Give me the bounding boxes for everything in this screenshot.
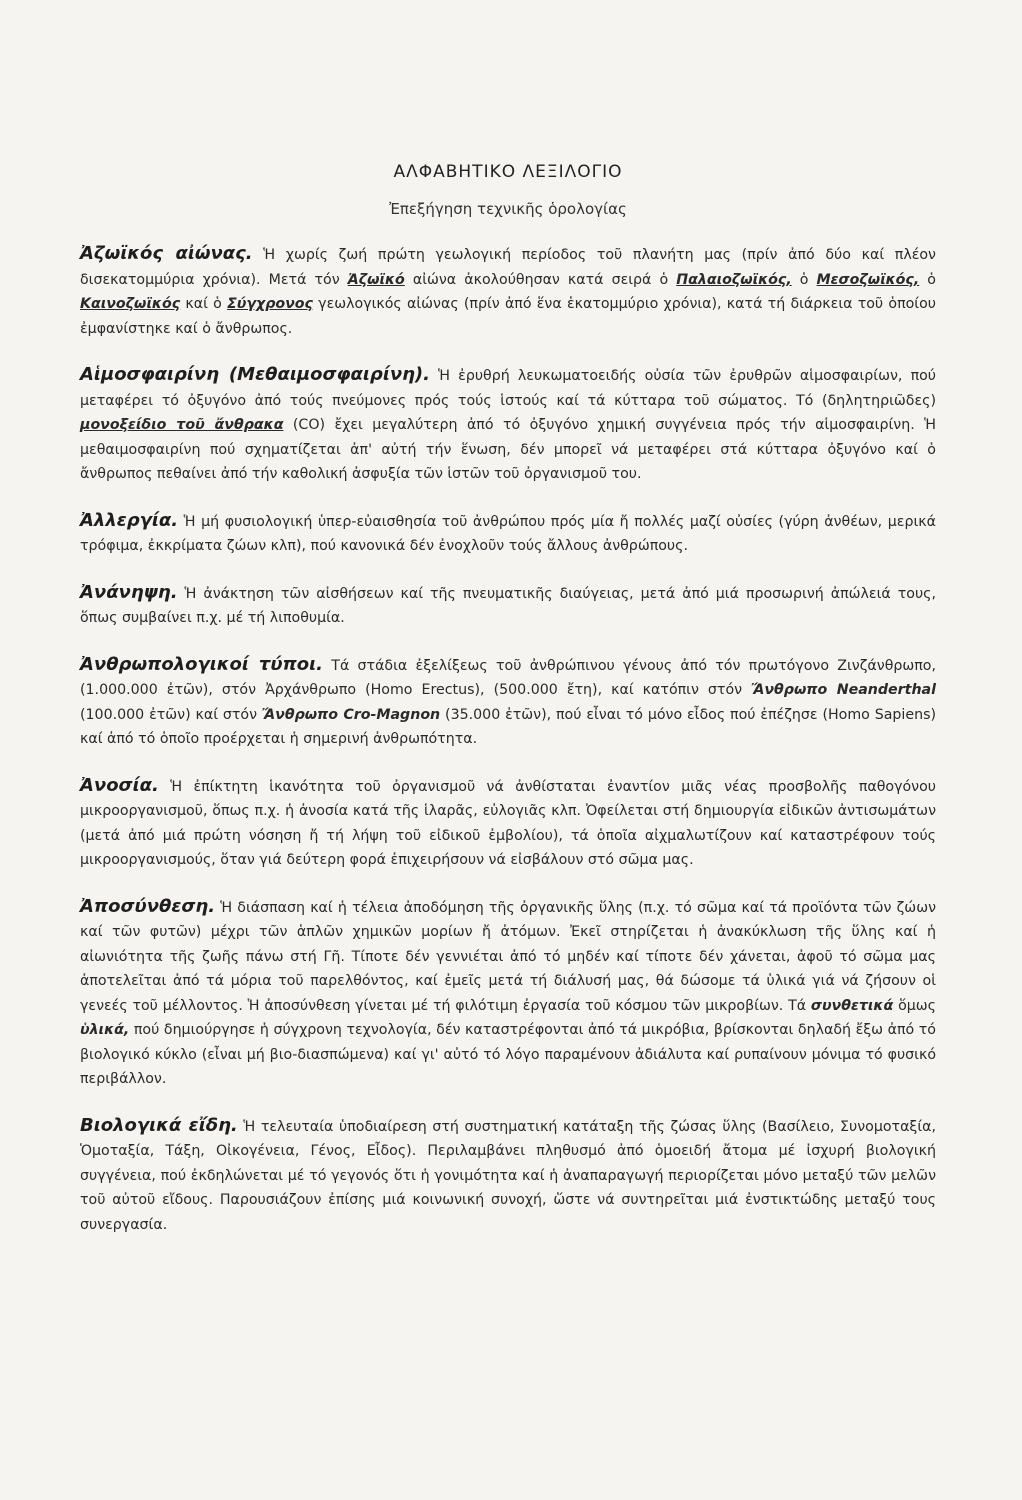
entry-term: Ἀποσύνθεση.: [80, 895, 216, 917]
entry-term: Ἀλλεργία.: [80, 509, 179, 531]
glossary-page: [80, 162, 936, 1259]
entry-allergia: Ἀλλεργία. Ἡ μή φυσιολογική ὑπερ-εὐαισθησία τοῦ ἀνθρώπου πρός μία ἤ πολλές μαζί οὐσίες (γύρη ἀνθέων, μερικά τρόφιμα, ἐκκρίματα ζώων κλπ), πού κανονικά δέν ἐνοχλοῦν τούς ἄλλους ἀνθρώπους.: [80, 509, 936, 554]
entry-term: Αἱμοσφαιρίνη (Μεθαιμοσφαιρίνη).: [80, 364, 430, 385]
entry-term: Ἀνάνηψη.: [80, 581, 178, 603]
entry-aimosfairini: Αἱμοσφαιρίνη (Μεθαιμοσφαιρίνη). Ἡ ἐρυθρή λευκωματοειδής οὐσία τῶν ἐρυθρῶν αἱμοσφαιρίων, πού μεταφέρει τό ὀξυγόνο ἀπό τούς πνεύμονες πρός τούς ἱστούς καί τά κύτταρα τοῦ σώματος. Τό (δηλητηριῶδες) μονοξείδιο τοῦ ἄνθρακα (CO) ἔχει μεγαλύτερη ἀπό τό ὀξυγόνο χημική συγγένεια πρός τήν αἱμοσφαιρίνη. Ἡ μεθαιμοσφαιρίνη πού σχηματίζεται ἀπ' αὐτή τήν ἕνωση, δέν μπορεῖ νά μεταφέρει στά κύτταρα ὀξυγόνο καί ὁ ἄνθρωπος πεθαίνει ἀπό τήν καθολική ἀσφυξία τῶν ἱστῶν τοῦ ὀργανισμοῦ του.: [80, 364, 937, 482]
page-subtitle: Ἐπεξήγηση τεχνικῆς ὁρολογίας: [389, 200, 627, 218]
entry-term: Ἀνθρωπολογικοί τύποι.: [80, 653, 324, 675]
page-title: ΑΛΦΑΒΗΤΙΚΟ ΛΕΞΙΛΟΓΙΟ: [393, 162, 623, 182]
entry-anosia: Ἀνοσία. Ἡ ἐπίκτητη ἱκανότητα τοῦ ὀργανισμοῦ νά ἀνθίσταται ἐναντίον μιᾶς νέας προσβολῆς παθογόνου μικροοργανισμοῦ, ὅπως π.χ. ἡ ἀνοσία κατά τῆς ἱλαρᾶς, εὐλογιᾶς κλπ. Ὀφείλεται στή δημιουργία εἰδικῶν ἀντισωμάτων (μετά ἀπό μιά πρώτη νόσηση ἤ τή λήψη τοῦ εἰδικοῦ ἐμβολίου), τά ὁποῖα αἰχμαλωτίζουν καί καταστρέφουν τούς μικροοργανισμούς, ὅταν γιά δεύτερη φορά ἐπιχειρήσουν νά εἰσβάλουν στό σῶμα μας.: [80, 774, 936, 868]
entry-term: Ἀνοσία.: [80, 774, 159, 796]
entry-biologika-eidi: Βιολογικά εἴδη. Ἡ τελευταία ὑποδιαίρεση στή συστηματική κατάταξη τῆς ζώσας ὕλης (Βασίλειο, Συνομοταξία, Ὁμοταξία, Τάξη, Οἰκογένεια, Γένος, Εἶδος). Περιλαμβάνει πληθυσμό ἀπό ὁμοειδή ἄτομα μέ ἰσχυρή βιολογική συγγένεια, πού ἐκδηλώνεται μέ τό γεγονός ὅτι ἡ γονιμότητα καί ἡ ἀναπαραγωγή περιορίζεται μόνο μεταξύ τῶν μελῶν τοῦ αὐτοῦ εἴδους. Παρουσιάζουν ἐπίσης μιά κοινωνική συνοχή, ὥστε νά συντηρεῖται μιά ἐνστικτώδης μεταξύ τους συνεργασία.: [80, 1114, 936, 1233]
entry-azoikos: Ἀζωϊκός αἰώνας. Ἡ χωρίς ζωή πρώτη γεωλογική περίοδος τοῦ πλανήτη μας (πρίν ἀπό δύο καί πλέον δισεκατομμύρια χρόνια). Μετά τόν Ἀζωϊκό αἰώνα ἀκολούθησαν κατά σειρά ὁ Παλαιοζωϊκός, ὁ Μεσοζωϊκός, ὁ Καινοζωϊκός καί ὁ Σύγχρονος γεωλογικός αἰώνας (πρίν ἀπό ἕνα ἑκατομμύριο χρόνια), κατά τή διάρκεια τοῦ ὁποίου ἐμφανίστηκε καί ὁ ἄνθρωπος.: [80, 243, 936, 337]
entry-term: Βιολογικά εἴδη.: [80, 1114, 238, 1136]
entry-aposynthesi: Ἀποσύνθεση. Ἡ διάσπαση καί ἡ τέλεια ἀποδόμηση τῆς ὀργανικῆς ὕλης (π.χ. τό σῶμα καί τά προϊόντα τῶν ζώων καί τῶν φυτῶν) μέχρι τῶν ἁπλῶν χημικῶν μορίων ἤ ἀτόμων. Ἐκεῖ στηρίζεται ἡ ἀνακύκλωση τῆς ὕλης καί ἡ αἰωνιότητα τῆς ζωῆς πάνω στή Γῆ. Τίποτε δέν γεννιέται ἀπό τό μηδέν καί τίποτε δέν χάνεται, ἀφοῦ τό σῶμα μας ἀποτελεῖται ἀπό τά μόρια τοῦ παρελθόντος, καί ἐμεῖς μετά τή διάλυσή μας, θά δώσομε τά ὑλικά γιά νά ζήσουν οἱ γενεές τοῦ μέλλοντος. Ἡ ἀποσύνθεση γίνεται μέ τή φιλότιμη ἐργασία τοῦ κόσμου τῶν μικροβίων. Τά συνθετικά ὅμως ὑλικά, πού δημιούργησε ἡ σύγχρονη τεχνολογία, δέν καταστρέφονται ἀπό τά μικρόβια, βρίσκονται δηλαδή ἔξω ἀπό τό βιολογικό κύκλο (εἶναι μή βιο-διασπώμενα) καί γι' αὐτό τό λόγο παραμένουν ἀδιάλυτα καί ρυπαίνουν μόνιμα τό φυσικό περιβάλλον.: [80, 895, 936, 1087]
entry-term: Ἀζωϊκός αἰώνας.: [80, 243, 253, 264]
entry-anthropologikoi-typoi: Ἀνθρωπολογικοί τύποι. Τά στάδια ἐξελίξεως τοῦ ἀνθρώπινου γένους ἀπό τόν πρωτόγονο Ζινζάνθρωπο, (1.000.000 ἐτῶν), στόν Ἀρχάνθρωπο (Homo Erectus), (500.000 ἔτη), καί κατόπιν στόν Ἄνθρωπο Neanderthal (100.000 ἐτῶν) καί στόν Ἄνθρωπο Cro-Magnon (35.000 ἐτῶν), πού εἶναι τό μόνο εἶδος πού ἐπέζησε (Homo Sapiens) καί ἀπό τό ὁποῖο προέρχεται ἡ σημερινή ἀνθρωπότητα.: [80, 653, 936, 747]
entry-ananipsi: Ἀνάνηψη. Ἡ ἀνάκτηση τῶν αἰσθήσεων καί τῆς πνευματικῆς διαύγειας, μετά ἀπό μιά προσωρινή ἀπώλειά τους, ὅπως συμβαίνει π.χ. μέ τή λιποθυμία.: [80, 581, 936, 626]
